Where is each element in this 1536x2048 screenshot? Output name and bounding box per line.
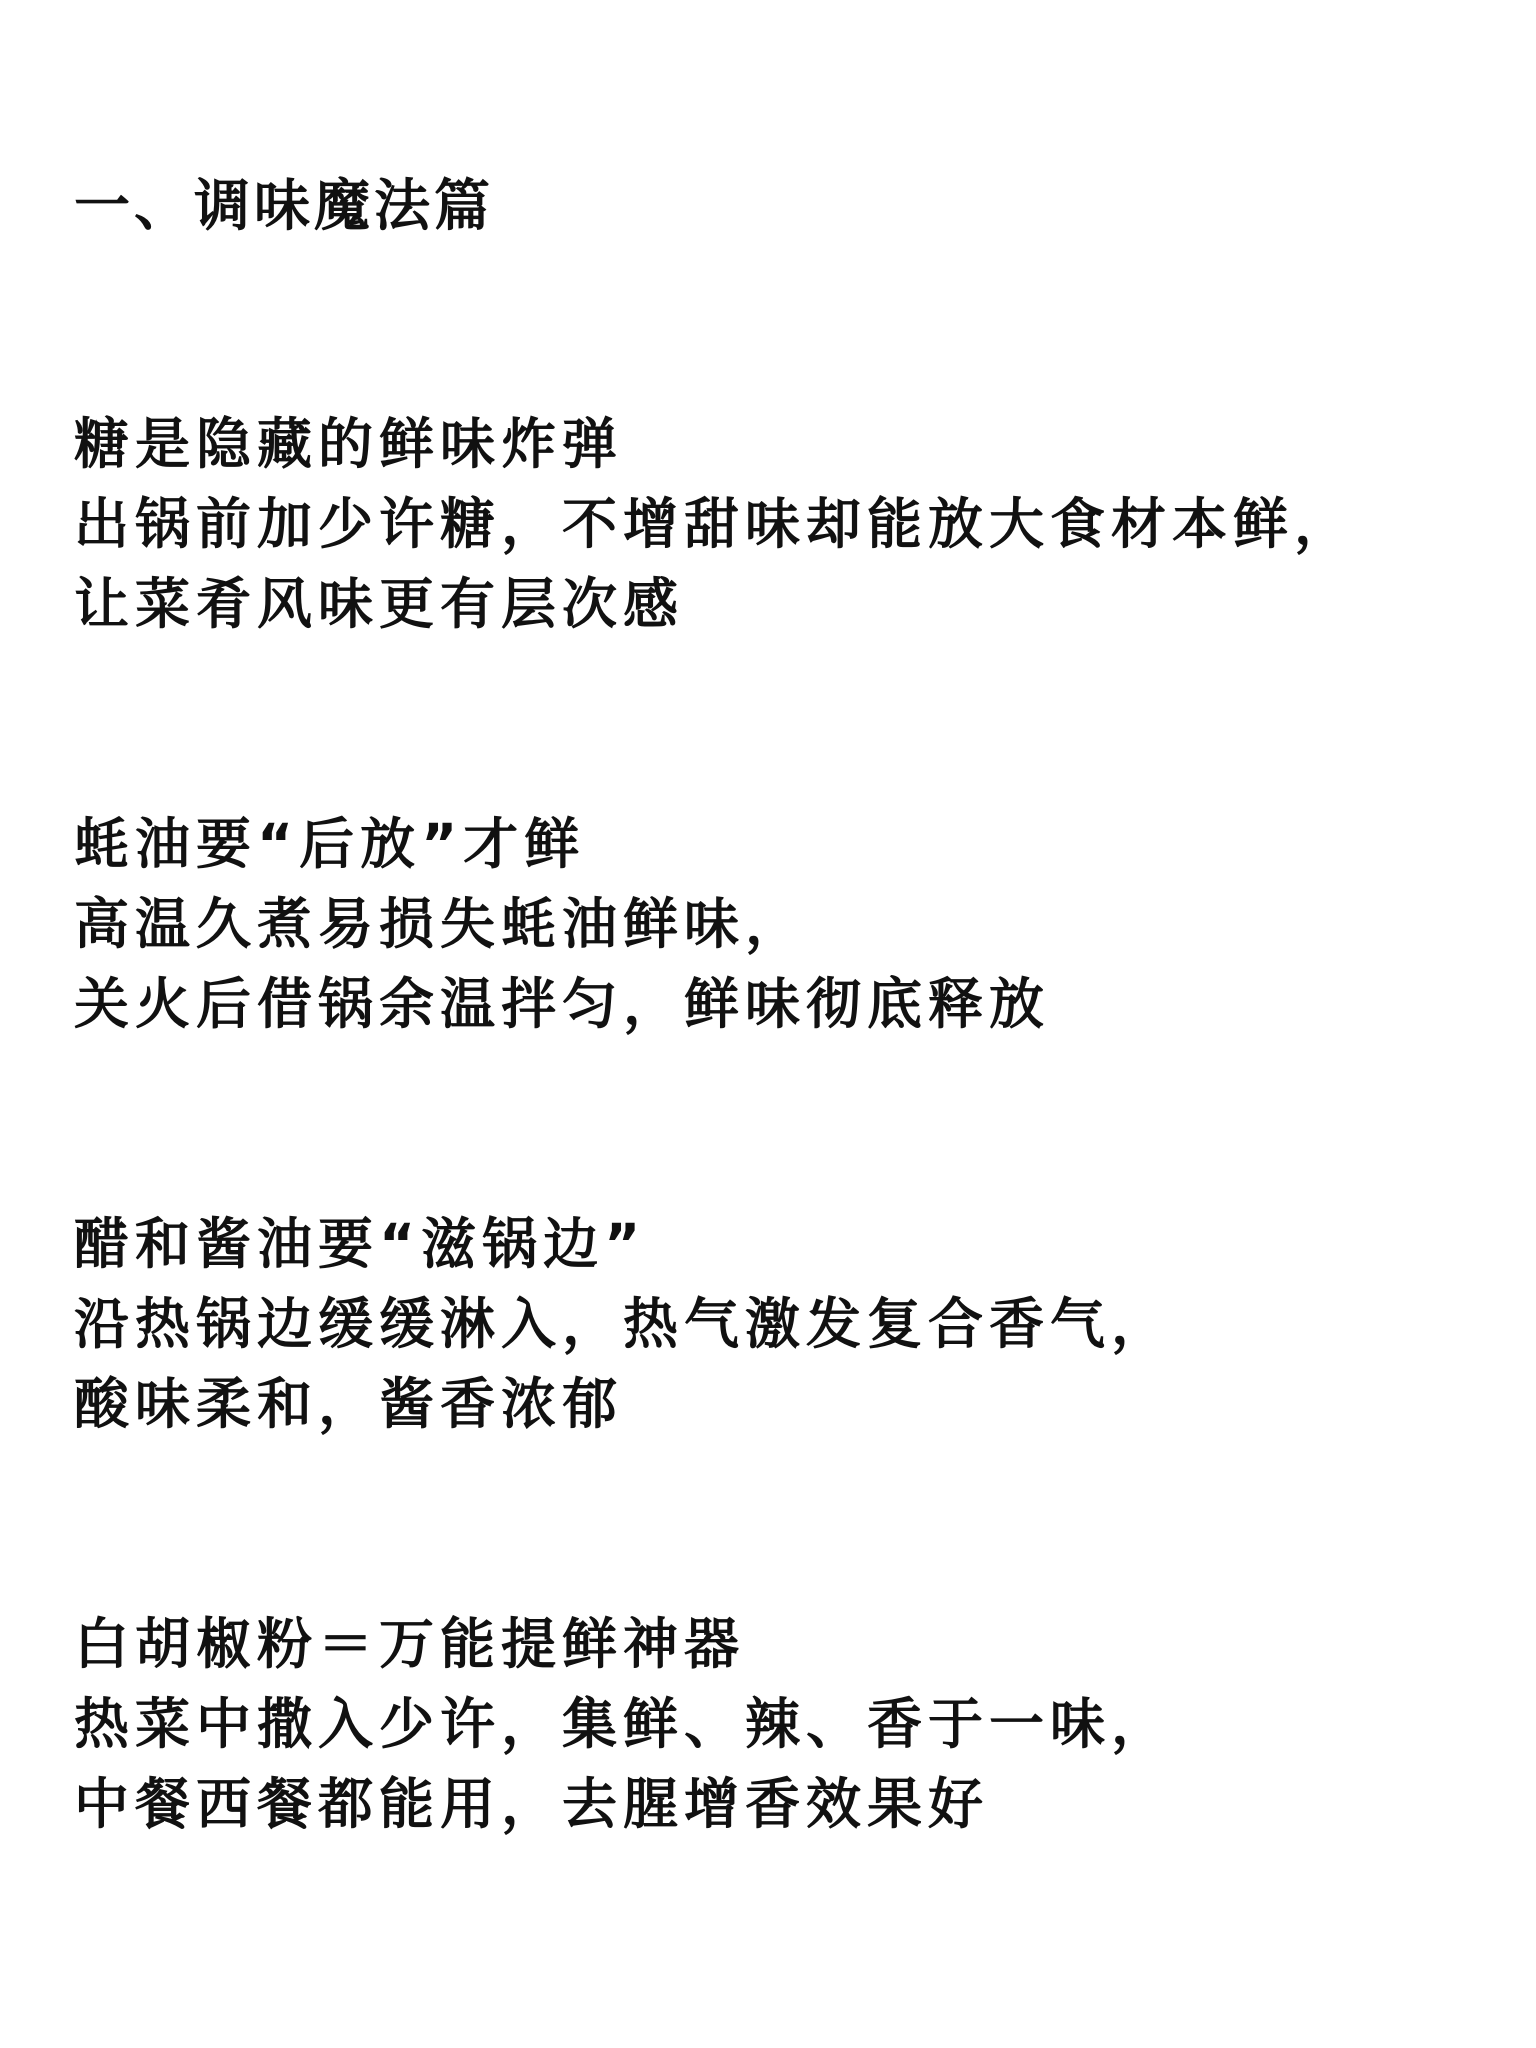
tip-text-line: 酸味柔和，酱香浓郁 <box>74 1372 624 1436</box>
tip-heading: 白胡椒粉＝万能提鲜神器 <box>74 1612 746 1676</box>
tip-heading: 糖是隐藏的鲜味炸弹 <box>74 412 624 476</box>
tip-heading: 醋和酱油要“滋锅边” <box>74 1212 647 1276</box>
tip-heading: 蚝油要“后放”才鲜 <box>74 812 586 876</box>
tip-text-line: 高温久煮易损失蚝油鲜味， <box>74 892 807 956</box>
tip-section-vinegar-soy <box>74 1204 1494 1444</box>
tip-text-line: 关火后借锅余温拌匀，鲜味彻底释放 <box>74 972 1051 1036</box>
tip-section-oyster-sauce <box>74 804 1494 1044</box>
tip-text-line: 出锅前加少许糖，不增甜味却能放大食材本鲜， <box>74 492 1356 556</box>
tip-text-line: 让菜肴风味更有层次感 <box>74 572 685 636</box>
tip-text-line: 沿热锅边缓缓淋入，热气激发复合香气， <box>74 1292 1173 1356</box>
tip-text-line: 中餐西餐都能用，去腥增香效果好 <box>74 1772 990 1836</box>
tip-section-sugar <box>74 404 1494 644</box>
tip-section-white-pepper <box>74 1604 1494 1844</box>
tip-text-line: 热菜中撒入少许，集鲜、辣、香于一味， <box>74 1692 1173 1756</box>
page-title: 一、调味魔法篇 <box>74 174 494 239</box>
